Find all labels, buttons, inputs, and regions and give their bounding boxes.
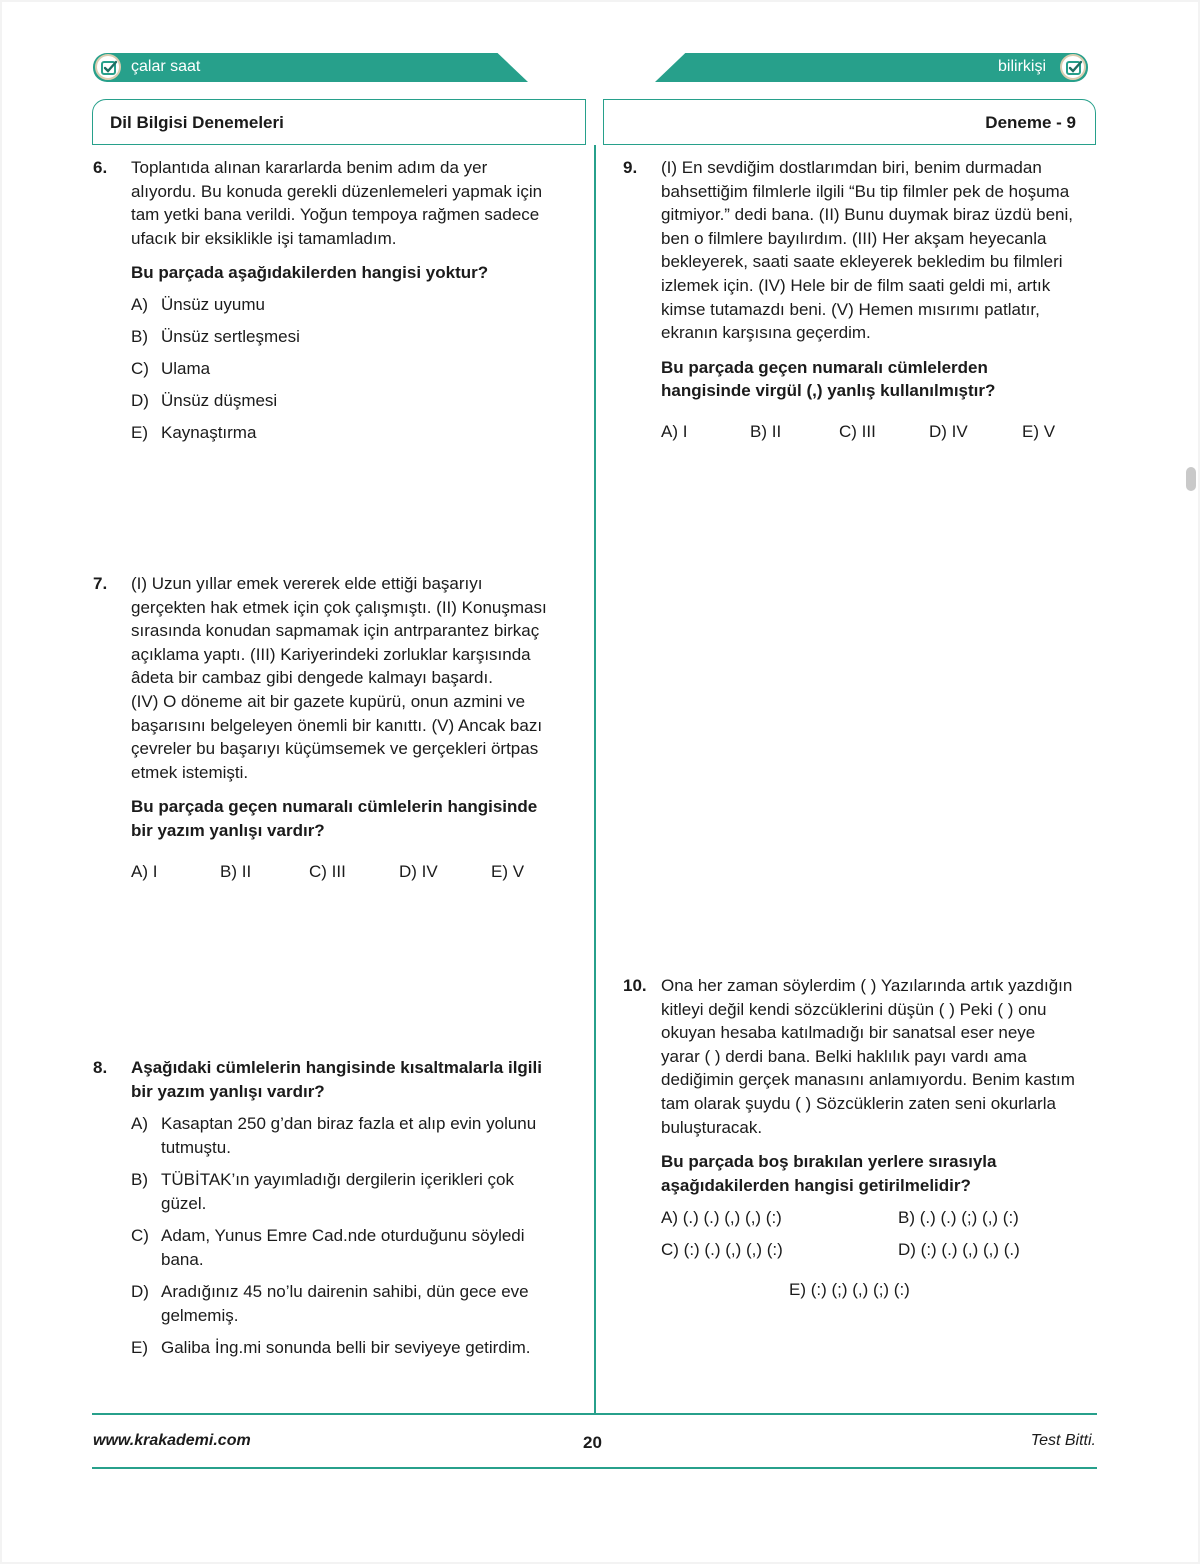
text-line: (I) Uzun yıllar emek vererek elde ettiği başarıyı	[131, 574, 483, 593]
option-letter: D)	[131, 390, 149, 410]
left-brand: çalar saat	[131, 58, 201, 75]
text-line: dediğimin gerçek manasını anlamıyordu. Benim kastım	[661, 1070, 1075, 1090]
test-title: Deneme - 9	[985, 113, 1076, 132]
option-e[interactable]: E) V	[491, 861, 525, 881]
option-c[interactable]: C) III	[839, 421, 876, 441]
question-text	[661, 156, 1095, 345]
options-list	[131, 293, 576, 453]
option-text: Kasaptan 250 g’dan biraz fazla et alıp evin yolunu tutmuştu.	[161, 1114, 537, 1157]
prompt-line: aşağıdakilerden hangisi getirilmelidir?	[661, 1175, 971, 1195]
option-text: Aradığınız 45 no’lu dairenin sahibi, dün gece eve gelmemiş.	[161, 1282, 529, 1325]
check-badge-icon	[95, 54, 121, 80]
option-letter: C)	[131, 358, 149, 378]
text-line: alıyordu. Bu konuda gerekli düzenlemeleri yapmak için	[131, 181, 543, 201]
text-line: yarar ( ) derdi bana. Belki haklılık payı vardı ama	[661, 1046, 1027, 1066]
question-number: 8.	[93, 1058, 108, 1077]
option-e[interactable]	[131, 1336, 530, 1360]
option-text: Ünsüz uyumu	[161, 294, 265, 314]
options-row	[661, 420, 1095, 444]
question-number: 7.	[93, 574, 108, 593]
option-b[interactable]	[131, 1168, 514, 1215]
option-letter: E)	[131, 422, 148, 442]
text-line: Ona her zaman söylerdim ( ) Yazılarında artık yazdığın	[661, 976, 1073, 995]
option-b[interactable]: B) (.) (.) (;) (,) (:)	[898, 1208, 1019, 1228]
text-line: buluşturacak.	[661, 1117, 763, 1137]
option-text: TÜBİTAK’ın yayımladığı dergilerin içerikleri çok güzel.	[161, 1170, 515, 1213]
text-line: âdeta bir cambaz gibi dengede kalmayı başardı.	[131, 668, 493, 688]
prompt-line: Bu parçada geçen numaralı cümlelerden	[661, 357, 988, 377]
options-list	[131, 1112, 576, 1362]
option-e[interactable]	[131, 421, 256, 445]
test-end-label: Test Bitti.	[1030, 1432, 1096, 1449]
option-letter: E)	[131, 1338, 148, 1358]
text-line: (IV) O döneme ait bir gazete kupürü, onun azmini ve	[131, 691, 526, 711]
question-prompt	[661, 1150, 1095, 1197]
footer-top-rule	[92, 1413, 1097, 1415]
column-divider	[594, 145, 596, 1413]
option-d[interactable]: D) IV	[929, 421, 968, 441]
text-line: açıklama yaptı. (III) Kariyerindeki zorluklar karşısında	[131, 644, 531, 664]
text-line: izlemek için. (IV) Hele bir de film saati geldi mi, artık	[661, 275, 1051, 295]
option-a[interactable]: A) I	[661, 421, 688, 441]
options-grid	[661, 1206, 1095, 1306]
question-prompt	[131, 1056, 576, 1103]
text-line: kimse tutamazdı beni. (V) Hemen mısırımı patlatır,	[661, 299, 1040, 319]
option-b[interactable]: B) II	[750, 421, 782, 441]
section-title: Dil Bilgisi Denemeleri	[110, 113, 284, 132]
option-e[interactable]: E) (:) (;) (,) (;) (:)	[789, 1280, 910, 1300]
footer-bottom-rule	[92, 1467, 1097, 1469]
text-line: kitleyi değil kendi sözcüklerini düşün ( ) Peki ( ) onu	[661, 999, 1047, 1019]
option-text: Adam, Yunus Emre Cad.nde oturduğunu söyledi bana.	[161, 1226, 525, 1269]
option-c[interactable]	[131, 1224, 525, 1271]
option-text: Kaynaştırma	[161, 422, 257, 442]
prompt-line: Bu parçada boş bırakılan yerlere sırasıyla	[661, 1152, 997, 1172]
section-title-box	[92, 99, 586, 145]
option-letter: D)	[131, 1282, 149, 1302]
option-e[interactable]: E) V	[1022, 421, 1056, 441]
question-text	[661, 974, 1095, 1139]
option-text: Ünsüz düşmesi	[161, 390, 278, 410]
option-letter: C)	[131, 1226, 149, 1246]
prompt-line: Aşağıdaki cümlelerin hangisinde kısaltmalarla ilgili	[131, 1058, 542, 1077]
text-line: çevreler bu başarıyı küçümsemek ve gerçekleri örtpas	[131, 739, 539, 759]
question-number: 9.	[623, 158, 638, 177]
text-line: ufacık bir eksiklikle işi tamamladım.	[131, 228, 397, 248]
option-text: Ulama	[161, 358, 211, 378]
prompt-line: bir yazım yanlışı vardır?	[131, 820, 325, 840]
option-a[interactable]	[131, 293, 265, 317]
option-letter: B)	[131, 1170, 148, 1190]
option-c[interactable]: C) (:) (.) (,) (,) (:)	[661, 1240, 783, 1260]
prompt-line: bir yazım yanlışı vardır?	[131, 1081, 325, 1101]
text-line: tam yetki bana verildi. Yoğun tempoya rağmen sadece	[131, 205, 540, 225]
option-c[interactable]: C) III	[309, 861, 346, 881]
text-line: Toplantıda alınan kararlarda benim adım da yer	[131, 158, 488, 177]
options-row	[131, 860, 576, 884]
prompt-line: Bu parçada geçen numaralı cümlelerin hangisinde	[131, 797, 538, 817]
option-b[interactable]	[131, 325, 300, 349]
prompt-line: hangisinde virgül (,) yanlış kullanılmıştır?	[661, 381, 996, 401]
text-line: (I) En sevdiğim dostlarımdan biri, benim durmadan	[661, 158, 1042, 177]
text-line: başarısını belgeleyen önemli bir kanıttı. (V) Ancak bazı	[131, 715, 543, 735]
option-a[interactable]: A) (.) (.) (,) (,) (:)	[661, 1208, 782, 1228]
option-b[interactable]: B) II	[220, 861, 252, 881]
text-line: okuyan hesaba katılmadığı bir sanatsal eser neye	[661, 1023, 1036, 1043]
option-d[interactable]: D) (:) (.) (,) (,) (.)	[898, 1240, 1020, 1260]
option-a[interactable]	[131, 1112, 536, 1159]
text-line: gitmiyor.” dedi bana. (II) Bunu duymak biraz üzdü beni,	[661, 205, 1073, 225]
test-title-box	[603, 99, 1096, 145]
text-line: tam olarak şuydu ( ) Sözcüklerin zaten seni okurlarla	[661, 1093, 1056, 1113]
option-letter: A)	[131, 294, 148, 314]
question-number: 6.	[93, 158, 108, 177]
page-number: 20	[583, 1433, 602, 1452]
text-line: bekleyerek, saati saate ekleyerek bekledim bu filmleri	[661, 252, 1063, 272]
text-line: gerçekten hak etmek için çok çalışmıştı. (II) Konuşması	[131, 597, 547, 617]
option-c[interactable]	[131, 357, 210, 381]
question-text	[131, 156, 576, 250]
question-number: 10.	[623, 976, 647, 995]
scrollbar-thumb[interactable]	[1186, 467, 1196, 491]
question-prompt	[131, 795, 576, 842]
text-line: ben o filmlere bayılırdım. (III) Her akşam heyecanla	[661, 228, 1047, 248]
footer-url: www.krakademi.com	[93, 1432, 251, 1449]
question-prompt	[661, 356, 1095, 403]
right-brand: bilirkişi	[998, 58, 1046, 75]
question-prompt: Bu parçada aşağıdakilerden hangisi yoktur?	[131, 263, 489, 283]
check-badge-icon	[1060, 54, 1086, 80]
option-text: Ünsüz sertleşmesi	[161, 326, 300, 346]
text-line: etmek istemişti.	[131, 762, 249, 782]
text-line: bahsettiğim filmlerle ilgili “Bu tip filmler pek de hoşuma	[661, 181, 1070, 201]
option-d[interactable]: D) IV	[399, 861, 438, 881]
text-line: sırasında konudan sapmamak için antrparantez birkaç	[131, 621, 540, 641]
option-d[interactable]	[131, 389, 277, 413]
question-text	[131, 572, 576, 784]
option-letter: B)	[131, 326, 148, 346]
text-line: ekranın karşısına geçerdim.	[661, 323, 871, 343]
option-letter: A)	[131, 1114, 148, 1134]
option-text: Galiba İng.mi sonunda belli bir seviyeye getirdim.	[161, 1338, 531, 1358]
option-d[interactable]	[131, 1280, 529, 1327]
option-a[interactable]: A) I	[131, 861, 158, 881]
